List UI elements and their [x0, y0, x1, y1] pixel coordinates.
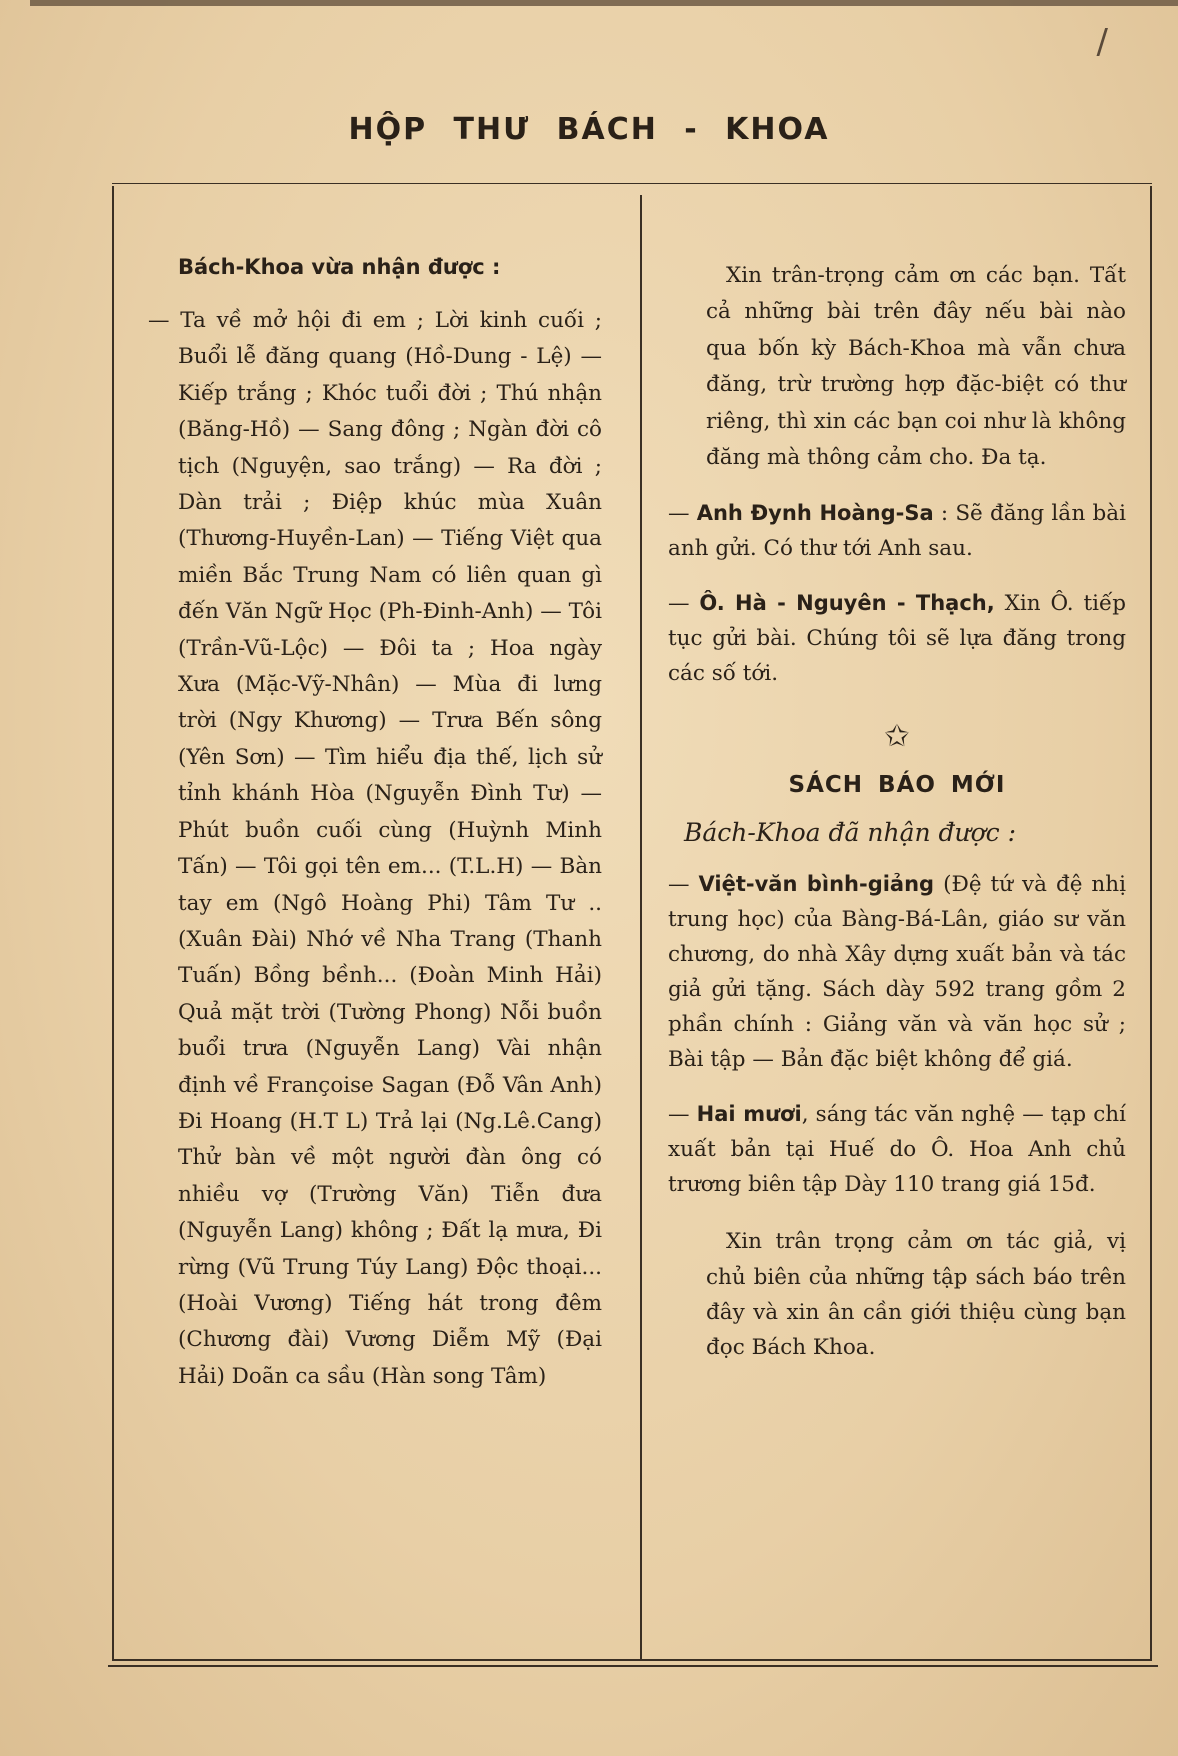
received-heading: Bách-Khoa vừa nhận được : [178, 255, 501, 279]
star-icon: ✩ [884, 719, 910, 755]
reply-recipient: Ô. Hà - Nguyên - Thạch, [699, 591, 995, 616]
left-column [148, 255, 602, 1395]
book-description: (Đệ tứ và đệ nhị trung học) của Bàng-Bá-Lân, giáo sư văn chương, do nhà Xây dựng xuất bản và tác giả gửi tặng. Sách dày 592 trang gồm 2 phần chính : Giảng văn và văn học sử ; Bài tập — Bản đặc biệt không để giá. [668, 872, 1126, 1073]
top-edge-line [30, 0, 1178, 6]
book-entry-2 [668, 1097, 1126, 1202]
closing-thanks: Xin trân trọng cảm ơn tác giả, vị chủ biên của những tập sách báo trên đây và xin ân cần giới thiệu cùng bạn đọc Bách Khoa. [706, 1229, 1126, 1361]
thanks-paragraph: Xin trân-trọng cảm ơn các bạn. Tất cả những bài trên đây nếu bài nào qua bốn kỳ Bách-Khoa mà vẫn chưa đăng, trừ trường hợp đặc-biệt có thư riêng, thì xin các bạn coi như là không đăng mà thông cảm cho. Đa tạ. [706, 263, 1126, 471]
corner-pencil-mark: / [1096, 22, 1108, 62]
book-dash: — [668, 872, 699, 898]
frame-top-rule [112, 183, 1152, 184]
reply-text: : Sẽ đăng lần bài anh gửi. Có thư tới Anh sau. [668, 501, 1126, 562]
column-divider [640, 195, 642, 1660]
right-column [668, 258, 1126, 1387]
frame-bottom-rule [108, 1665, 1158, 1667]
page-title: HỘP THƯ BÁCH - KHOA [348, 112, 830, 147]
reply-dash: — [668, 501, 697, 527]
book-title: Việt-văn bình-giảng [698, 872, 935, 897]
book-entry-1 [668, 867, 1126, 1077]
reply-recipient: Anh Đynh Hoàng-Sa [696, 501, 934, 526]
section-title: SÁCH BÁO MỚI [788, 772, 1006, 799]
reply-text: Xin Ô. tiếp tục gửi bài. Chúng tôi sẽ lựa đăng trong các số tới. [668, 591, 1126, 687]
reply-entry-1 [668, 496, 1126, 566]
book-dash: — [668, 1102, 697, 1128]
received-list: — Ta về mở hội đi em ; Lời kinh cuối ; Buổi lễ đăng quang (Hồ-Dung - Lệ) — Kiếp trắng ; Khóc tuổi đời ; Thú nhận (Băng-Hồ) — Sang đông ; Ngàn đời cô tịch (Nguyện, sao trắng) — Ra đời ; Dàn trải ; Điệp khúc mùa Xuân (Thương-Huyền-Lan) — Tiếng Việt qua miền Bắc Trung Nam có liên quan gì đến Văn Ngữ Học (Ph-Đinh-Anh) — Tôi (Trần-Vũ-Lộc) — Đôi ta ; Hoa ngày Xưa (Mặc-Vỹ-Nhân) — Mùa đi lưng trời (Ngy Khương) — Trưa Bến sông (Yên Sơn) — Tìm hiểu địa thế, lịch sử tỉnh khánh Hòa (Nguyễn Đình Tư) — Phút buồn cuối cùng (Huỳnh Minh Tấn) — Tôi gọi tên em... (T.L.H) — Bàn tay em (Ngô Hoàng Phi) Tâm Tư .. (Xuân Đài) Nhớ về Nha Trang (Thanh Tuấn) Bồng bềnh... (Đoàn Minh Hải) Quả mặt trời (Tường Phong) Nỗi buồn buổi trưa (Nguyễn Lang) Vài nhận định về Françoise Sagan (Đỗ Vân Anh) Đi Hoang (H.T L) Trả lại (Ng.Lê.Cang) Thử bàn về một người đàn ông có nhiều vợ (Trường Văn) Tiễn đưa (Nguyễn Lang) không ; Đất lạ mưa, Đi rừng (Vũ Trung Túy Lang) Độc thoại... (Hoài Vương) Tiếng hát trong đêm (Chương đài) Vương Diễm Mỹ (Đại Hải) Doãn ca sầu (Hàn song Tâm) [148, 308, 602, 1389]
reply-entry-2 [668, 586, 1126, 691]
reply-dash: — [668, 591, 700, 617]
received-line: Bách-Khoa đã nhận được : [684, 818, 1017, 848]
book-title: Hai mươi [696, 1102, 802, 1127]
book-description: , sáng tác văn nghệ — tạp chí xuất bản tại Huế do Ô. Hoa Anh chủ trương biên tập Dày 110 trang giá 15đ. [668, 1102, 1126, 1198]
